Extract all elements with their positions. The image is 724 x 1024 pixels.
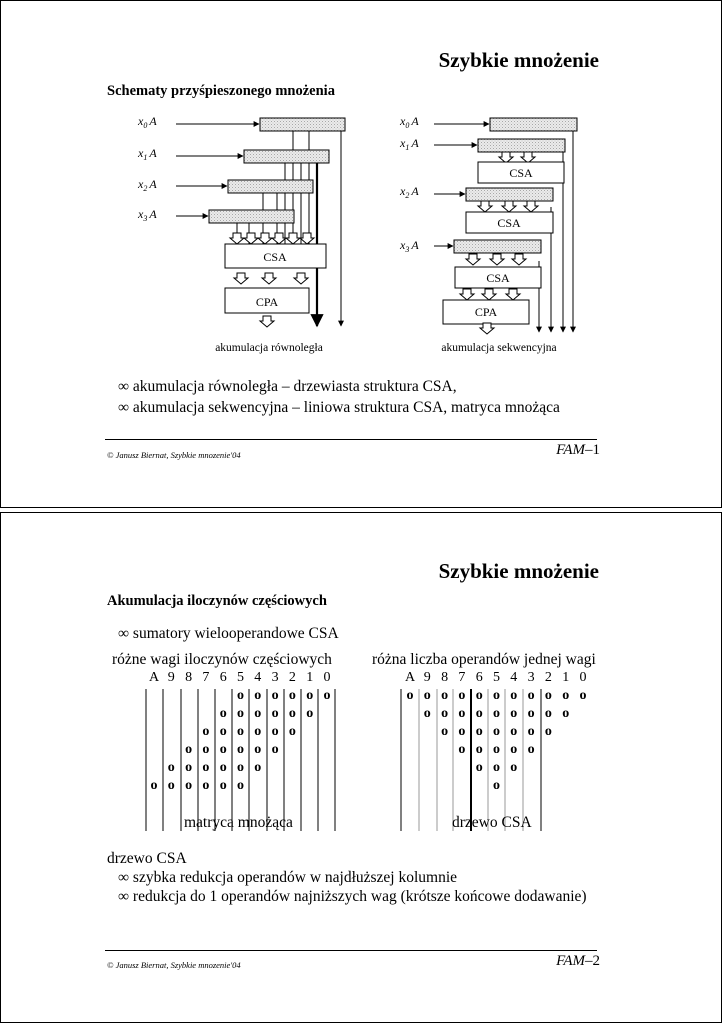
input-label-x1: $x_1$ A [400,136,419,152]
column-label: 5 [237,670,244,685]
partial-product-bit: o [475,724,483,739]
column-label: 1 [306,670,314,685]
dot-diagrams [1,513,722,843]
partial-product-bit: o [441,688,449,703]
cpa-label: CPA [474,305,498,319]
partial-product-register [228,180,313,193]
partial-product-bit: o [510,724,518,739]
footer-copyright: © Janusz Biernat, Szybkie mnozenie'04 [107,960,241,970]
acceleration-diagrams [1,1,722,371]
bullet-item: ∞ szybka redukcja operandów w najdłuższej kolumnie [118,869,458,886]
partial-product-bit: o [306,688,314,703]
input-label-x3: $x_3$ A [138,207,157,223]
partial-product-bit: o [219,778,227,793]
bullet-item: ∞ sumatory wielooperandowe CSA [118,625,339,642]
partial-product-bit: o [219,742,227,757]
partial-product-bit: o [510,742,518,757]
partial-product-bit: o [288,724,296,739]
csa-label: CSA [263,250,287,264]
partial-product-bit: o [202,724,210,739]
partial-product-register [490,118,577,131]
partial-product-bit: o [150,778,158,793]
partial-product-bit: o [406,688,414,703]
column-label: 3 [527,670,535,685]
slide-2 [0,512,722,1023]
parallel-accumulation-diagram [137,114,345,354]
column-label: 6 [219,670,227,685]
partial-product-bit: o [423,688,431,703]
column-label: 9 [423,670,431,685]
input-label-x2: $x_2$ A [138,177,157,193]
diagram-caption: akumulacja równoległa [215,342,323,354]
partial-product-bit: o [185,760,193,775]
column-label: 7 [458,670,466,685]
column-label: 7 [202,670,210,685]
footer-copyright: © Janusz Biernat, Szybkie mnozenie'04 [107,450,241,460]
partial-product-bit: o [441,706,449,721]
partial-product-bit: o [544,724,552,739]
input-label-x0: $x_0$ A [138,114,157,130]
partial-product-bit: o [475,706,483,721]
partial-product-bit: o [441,724,449,739]
partial-product-bit: o [458,688,466,703]
partial-product-bit: o [202,742,210,757]
partial-product-bit: o [458,706,466,721]
partial-product-register [454,240,541,253]
left-table-caption: matryca mnożąca [184,814,293,831]
section-label: drzewo CSA [107,850,187,867]
partial-product-bit: o [271,706,279,721]
partial-product-bit: o [202,760,210,775]
footer-rule [105,439,597,440]
column-label: 2 [544,670,552,685]
partial-product-bit: o [493,706,500,721]
partial-product-bit: o [493,778,500,793]
slide-1 [0,0,722,508]
column-label: 1 [562,670,570,685]
partial-product-bit: o [475,688,483,703]
slide-title: Szybkie mnożenie [438,48,599,72]
partial-product-bit: o [527,706,535,721]
partial-product-bit: o [527,688,535,703]
partial-product-bit: o [475,742,483,757]
partial-product-bit: o [493,688,500,703]
slide-title: Szybkie mnożenie [438,559,599,583]
column-label: 2 [288,670,296,685]
partial-product-bit: o [493,724,500,739]
bullet-item: ∞ akumulacja równoległa – drzewiasta struktura CSA, [118,378,457,395]
input-label-x1: $x_1$ A [138,146,157,162]
slide-subtitle: Schematy przyśpieszonego mnożenia [107,83,335,99]
bullet-item: ∞ redukcja do 1 operandów najniższych wag (krótsze końcowe dodawanie) [118,888,587,905]
partial-product-bit: o [493,760,500,775]
input-label-x3: $x_3$ A [400,238,419,254]
sequential-accumulation-diagram [399,114,577,354]
partial-product-bit: o [527,724,535,739]
partial-product-bit: o [237,760,244,775]
partial-product-bit: o [271,688,279,703]
partial-product-bit: o [167,760,175,775]
column-label: 4 [254,670,262,685]
column-label: 0 [323,670,331,685]
column-label: 3 [271,670,279,685]
partial-product-bit: o [254,688,262,703]
partial-product-bit: o [288,706,296,721]
partial-product-bit: o [219,724,227,739]
partial-product-register [244,150,329,163]
bullet-item: ∞ akumulacja sekwencyjna – liniowa struktura CSA, matryca mnożąca [118,399,560,416]
partial-product-bit: o [510,688,518,703]
partial-product-bit: o [579,688,587,703]
partial-product-bit: o [254,742,262,757]
partial-product-bit: o [219,706,227,721]
column-label: 4 [510,670,518,685]
column-label: 5 [493,670,500,685]
partial-product-bit: o [237,688,244,703]
partial-product-bit: o [323,688,331,703]
csa-label: CSA [509,166,533,180]
page-number: FAM–1 [556,442,600,458]
partial-product-register [466,188,553,201]
partial-product-bit: o [185,742,193,757]
partial-product-bit: o [493,742,500,757]
partial-product-bit: o [510,760,518,775]
partial-product-bit: o [254,760,262,775]
partial-product-bit: o [562,706,570,721]
right-table-caption: drzewo CSA [452,814,532,831]
partial-product-bit: o [237,742,244,757]
csa-label: CSA [497,216,521,230]
partial-product-bit: o [458,724,466,739]
partial-product-bit: o [288,688,296,703]
partial-product-bit: o [202,778,210,793]
partial-product-bit: o [237,778,244,793]
partial-product-bit: o [510,706,518,721]
partial-product-register [209,210,294,223]
partial-product-bit: o [271,724,279,739]
partial-product-bit: o [167,778,175,793]
input-label-x2: $x_2$ A [400,184,419,200]
column-label: 6 [475,670,483,685]
footer-rule [105,950,597,951]
page-number: FAM–2 [556,953,600,969]
partial-product-bit: o [475,760,483,775]
column-label: A [404,670,416,685]
column-label: 0 [579,670,587,685]
partial-product-bit: o [562,688,570,703]
partial-product-bit: o [423,706,431,721]
diagram-caption: akumulacja sekwencyjna [441,342,557,354]
left-table-heading: różne wagi iloczynów częściowych [112,651,332,668]
column-label: 8 [185,670,193,685]
partial-product-bit: o [219,760,227,775]
partial-product-bit: o [185,778,193,793]
column-label: A [148,670,160,685]
partial-product-register [478,139,565,152]
input-label-x0: $x_0$ A [400,114,419,130]
partial-product-bit: o [237,724,244,739]
partial-product-bit: o [458,742,466,757]
cpa-label: CPA [255,295,279,309]
right-table-heading: różna liczba operandów jednej wagi [372,651,596,668]
partial-product-bit: o [254,706,262,721]
partial-product-bit: o [544,688,552,703]
csa-label: CSA [486,271,510,285]
column-label: 9 [167,670,175,685]
partial-product-bit: o [237,706,244,721]
partial-product-bit: o [306,706,314,721]
partial-product-bit: o [544,706,552,721]
partial-product-bit: o [254,724,262,739]
partial-product-bit: o [271,742,279,757]
partial-product-register [260,118,345,131]
slide-subtitle: Akumulacja iloczynów częściowych [107,593,327,609]
column-label: 8 [441,670,449,685]
partial-product-bit: o [527,742,535,757]
